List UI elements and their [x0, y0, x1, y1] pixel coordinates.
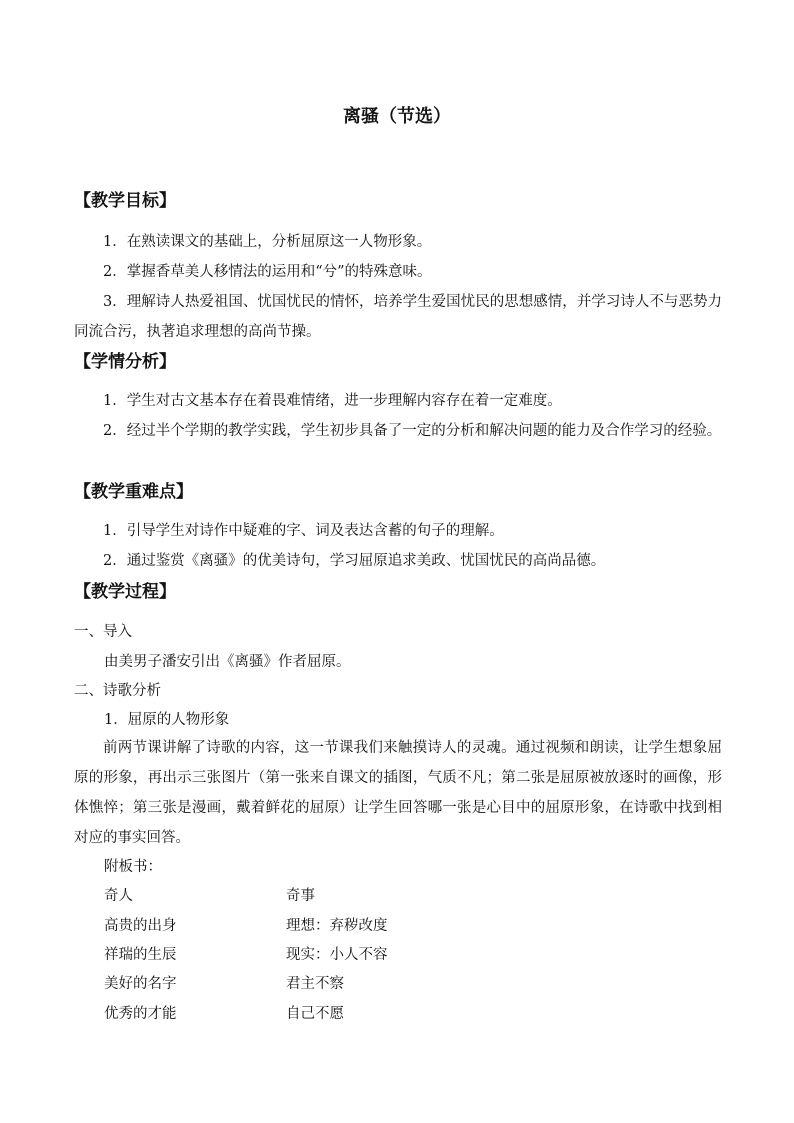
process-part1-title: 一、导入: [74, 624, 132, 640]
goal-item-3: 3．理解诗人热爱祖国、忧国忧民的情怀，培养学生爱国忧民的思想感情，并学习诗人不与恶势力同流合污，执著追求理想的高尚节操。: [74, 294, 722, 340]
board-left-item: 祥瑞的生辰: [104, 947, 177, 963]
board-right-item: 现实：小人不容: [286, 947, 388, 963]
goal-item-1: 1．在熟读课文的基础上，分析屈原这一人物形象。: [103, 234, 432, 250]
board-left-item: 高贵的出身: [104, 918, 177, 934]
board-right-item: 君主不察: [286, 976, 344, 992]
document-title: 离骚（节选）: [343, 106, 451, 127]
board-left-item: 优秀的才能: [104, 1006, 177, 1022]
board-left-item: 美好的名字: [104, 976, 177, 992]
analysis-item-2: 2．经过半个学期的教学实践，学生初步具备了一定的分析和解决问题的能力及合作学习的经验。: [103, 423, 722, 439]
section-heading-analysis: 【学情分析】: [74, 352, 176, 372]
board-right-item: 自己不愿: [286, 1006, 344, 1022]
process-sub1-title: 1．屈原的人物形象: [104, 712, 230, 728]
analysis-item-1: 1．学生对古文基本存在着畏难情绪，进一步理解内容存在着一定难度。: [103, 393, 562, 409]
section-heading-key-points: 【教学重难点】: [74, 482, 193, 502]
section-heading-goals: 【教学目标】: [74, 191, 176, 211]
board-right-item: 奇事: [286, 888, 315, 904]
board-label: 附板书：: [104, 859, 162, 875]
section-heading-process: 【教学过程】: [74, 582, 176, 602]
process-part1-text: 由美男子潘安引出《离骚》作者屈原。: [104, 654, 351, 670]
key-point-item-2: 2．通过鉴赏《离骚》的优美诗句，学习屈原追求美政、忧国忧民的高尚品德。: [103, 553, 606, 569]
process-sub1-text: 前两节课讲解了诗歌的内容，这一节课我们来触摸诗人的灵魂。通过视频和朗读，让学生想象屈原的形象，再出示三张图片（第一张来自课文的插图，气质不凡；第二张是屈原被放逐时的画像，形体憔悴；第三张是漫画，戴着鲜花的屈原）让学生回答哪一张是心目中的屈原形象，在诗歌中找到相对应的事实回答。: [74, 740, 722, 846]
key-point-item-1: 1．引导学生对诗作中疑难的字、词及表达含蓄的句子的理解。: [103, 523, 504, 539]
process-part2-title: 二、诗歌分析: [74, 683, 161, 699]
goal-item-2: 2．掌握香草美人移情法的运用和“兮”的特殊意味。: [103, 264, 432, 280]
board-right-item: 理想：弃秽改度: [286, 918, 388, 934]
board-left-item: 奇人: [104, 888, 133, 904]
